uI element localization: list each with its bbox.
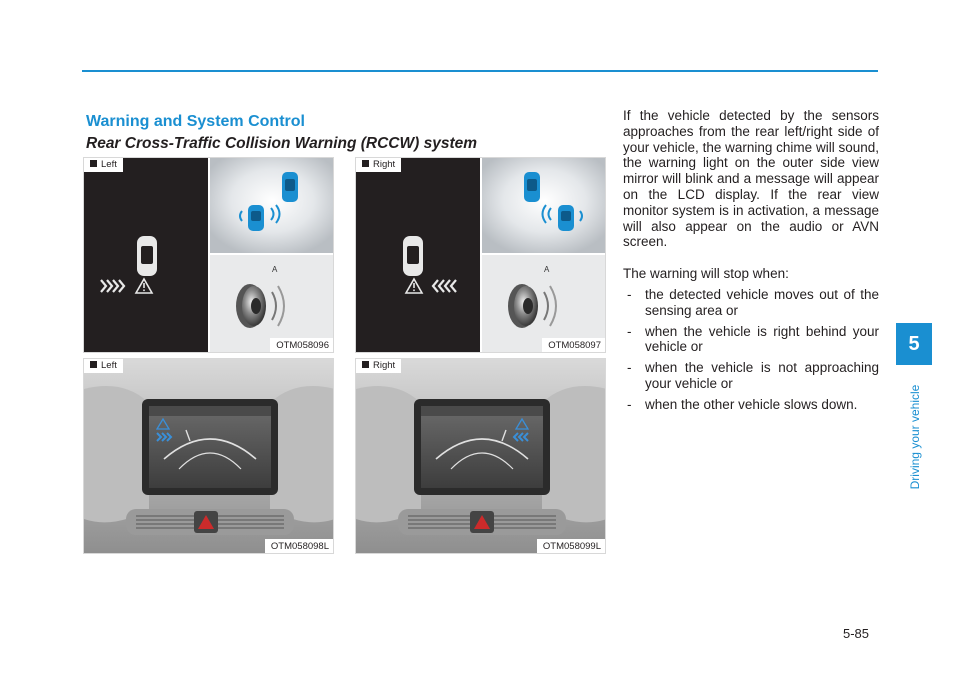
stop-intro: The warning will stop when: [623,266,789,282]
warning-paragraph: If the vehicle detected by the sensors approaches from the rear left/right side of your vehicle, the warning chime will sound, the warning light on the outer side view mirror will blink and a message will appear on the LCD display. If the rear view monitor system is in activation, a message will also appear on the audio or AVN screen. [623,108,879,250]
figure-tag [356,158,401,172]
chapter-title [905,372,925,502]
dashboard-left-illustration [84,359,334,554]
figure-cluster-right [355,157,606,353]
chapter-title-label: Driving your vehicle [908,384,922,490]
own-car-icon [403,236,423,276]
list-bullet: - [627,396,632,412]
bullet-square-icon [90,361,97,368]
rear-view-screen [421,406,543,488]
own-car-top-icon [558,205,574,231]
figure-tag-label: Right [373,360,396,371]
figure-dashboard-left [83,358,334,554]
figure-tag [84,359,123,373]
approaching-car-icon [524,172,540,202]
bullet-square-icon [362,361,369,368]
bullet-square-icon [90,160,97,167]
screen-letter: A [544,265,550,274]
figure-tag-label: Left [101,159,117,170]
approaching-car-icon [282,172,298,202]
dashboard-right-illustration [356,359,606,554]
list-item: - when the other vehicle slows down. [627,396,858,412]
figure-code: OTM058098L [265,539,333,553]
list-bullet: - [627,360,632,376]
own-car-top-icon [248,205,264,231]
figure-tag [356,359,401,373]
figure-tag [84,158,123,172]
sub-heading: Rear Cross-Traffic Collision Warning (RCCW) system [86,135,478,152]
stop-conditions-list [623,287,879,413]
figure-code: OTM058099L [537,539,605,553]
figure-code: OTM058097 [542,338,605,352]
figure-cluster-left [83,157,334,353]
own-car-icon [137,236,157,276]
chapter-number-tab: 5 [896,323,932,365]
figure-tag-label: Right [373,159,396,170]
header-rule [82,70,878,72]
list-bullet: - [627,323,632,339]
list-item: - the detected vehicle moves out of the sensing area or [627,286,879,318]
cluster-right-illustration [356,158,606,353]
list-bullet: - [627,286,632,302]
list-item: - when the vehicle is right behind your vehicle or [627,323,879,355]
rear-view-screen [149,406,271,488]
list-item: - when the vehicle is not approaching your vehicle or [627,360,879,391]
figure-tag-label: Left [101,360,117,371]
page-number: 5-85 [843,626,870,641]
section-heading: Warning and System Control [86,113,305,130]
cluster-left-illustration [84,158,334,353]
bullet-square-icon [362,160,369,167]
figure-dashboard-right [355,358,606,554]
figure-code: OTM058096 [270,338,333,352]
screen-letter: A [272,265,278,274]
body-text [623,108,879,413]
